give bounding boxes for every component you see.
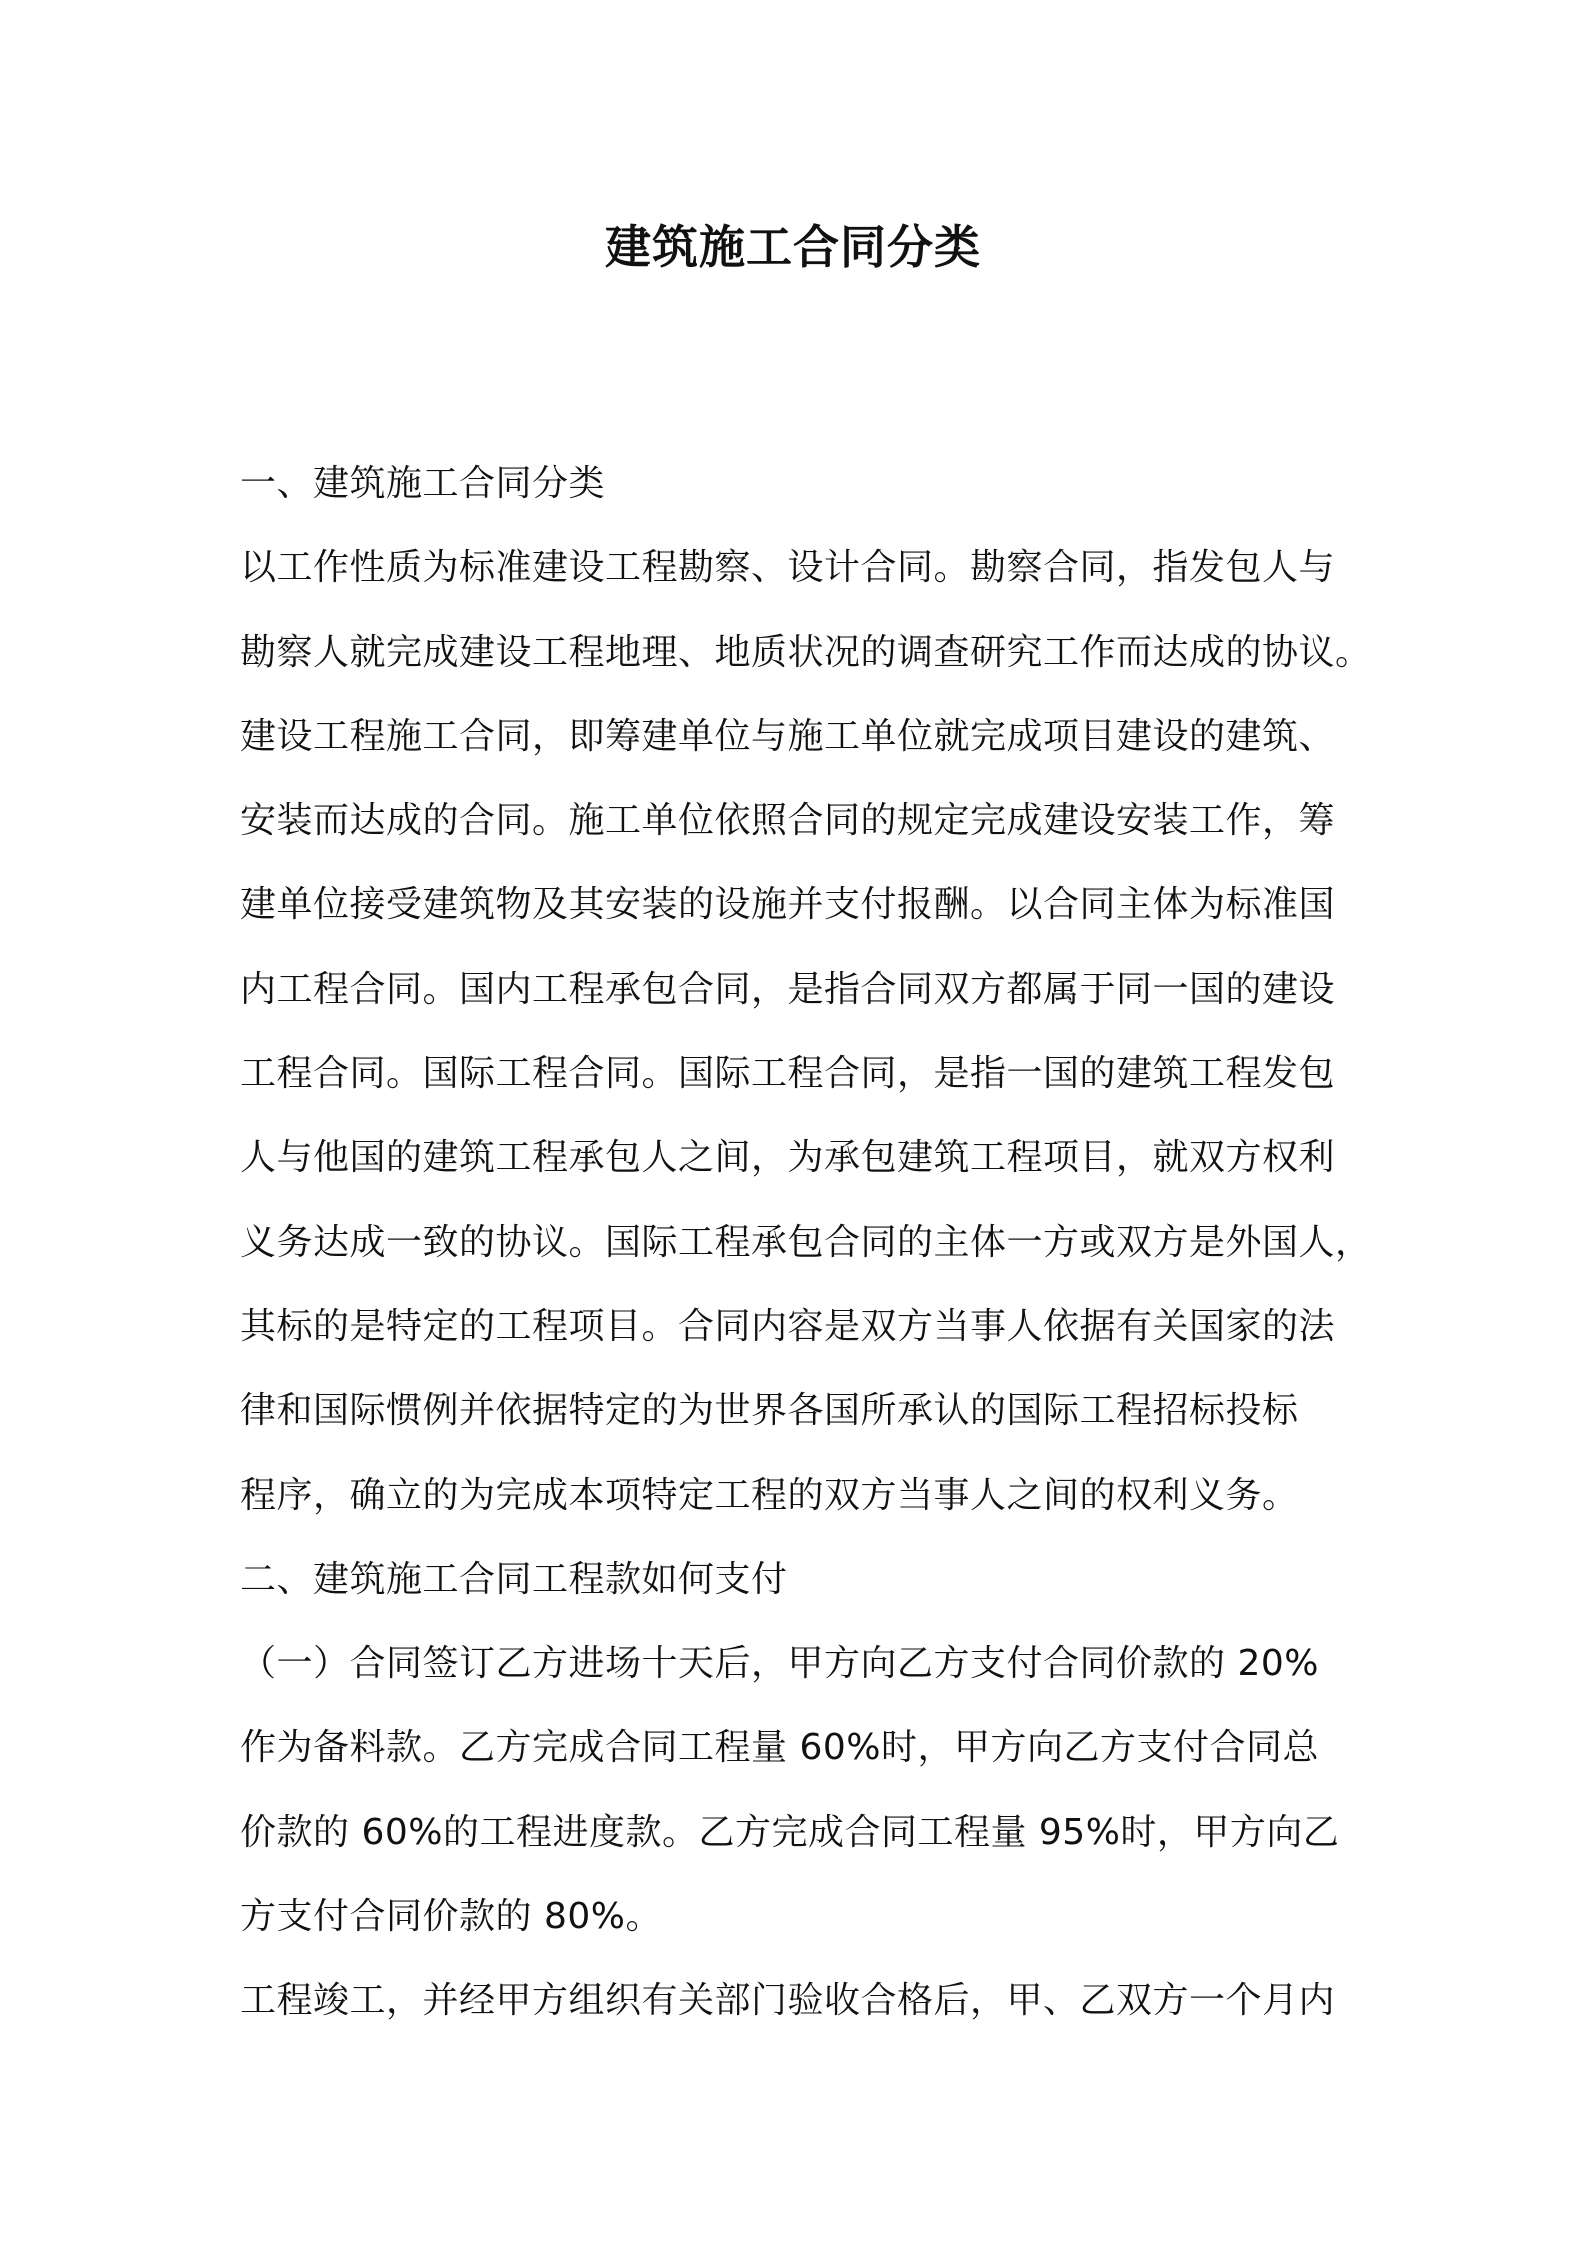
paragraph-line: 建设工程施工合同，即筹建单位与施工单位就完成项目建设的建筑、 — [240, 715, 1336, 757]
paragraph-line: （一）合同签订乙方进场十天后，甲方向乙方支付合同价款的 20% — [240, 1643, 1319, 1685]
paragraph-line: 人与他国的建筑工程承包人之间，为承包建筑工程项目，就双方权利 — [240, 1137, 1336, 1179]
paragraph-line: 工程合同。国际工程合同。国际工程合同，是指一国的建筑工程发包 — [240, 1053, 1336, 1095]
paragraph-line: 价款的 60%的工程进度款。乙方完成合同工程量 95%时，甲方向乙 — [240, 1811, 1340, 1853]
paragraph-line: 其标的是特定的工程项目。合同内容是双方当事人依据有关国家的法 — [240, 1305, 1336, 1347]
paragraph-line: 律和国际惯例并依据特定的为世界各国所承认的国际工程招标投标 — [240, 1390, 1299, 1432]
paragraph-line: 内工程合同。国内工程承包合同，是指合同双方都属于同一国的建设 — [240, 968, 1336, 1010]
section-heading-2: 二、建筑施工合同工程款如何支付 — [240, 1558, 788, 1600]
paragraph-line: 以工作性质为标准建设工程勘察、设计合同。勘察合同，指发包人与 — [240, 547, 1336, 589]
paragraph-line: 安装而达成的合同。施工单位依照合同的规定完成建设安装工作，筹 — [240, 800, 1336, 842]
section-heading-1: 一、建筑施工合同分类 — [240, 463, 606, 504]
document-title: 建筑施工合同分类 — [605, 220, 981, 274]
paragraph-line: 勘察人就完成建设工程地理、地质状况的调查研究工作而达成的协议。 — [240, 631, 1372, 673]
document-body — [240, 442, 1372, 2044]
paragraph-line: 作为备料款。乙方完成合同工程量 60%时，甲方向乙方支付合同总 — [240, 1727, 1319, 1769]
paragraph-line: 程序，确立的为完成本项特定工程的双方当事人之间的权利义务。 — [240, 1474, 1299, 1516]
paragraph-line: 方支付合同价款的 80%。 — [240, 1896, 662, 1938]
paragraph-line: 工程竣工，并经甲方组织有关部门验收合格后，甲、乙双方一个月内 — [240, 1980, 1336, 2022]
paragraph-line: 义务达成一致的协议。国际工程承包合同的主体一方或双方是外国人， — [240, 1221, 1372, 1263]
paragraph-line: 建单位接受建筑物及其安装的设施并支付报酬。以合同主体为标准国 — [240, 884, 1336, 926]
